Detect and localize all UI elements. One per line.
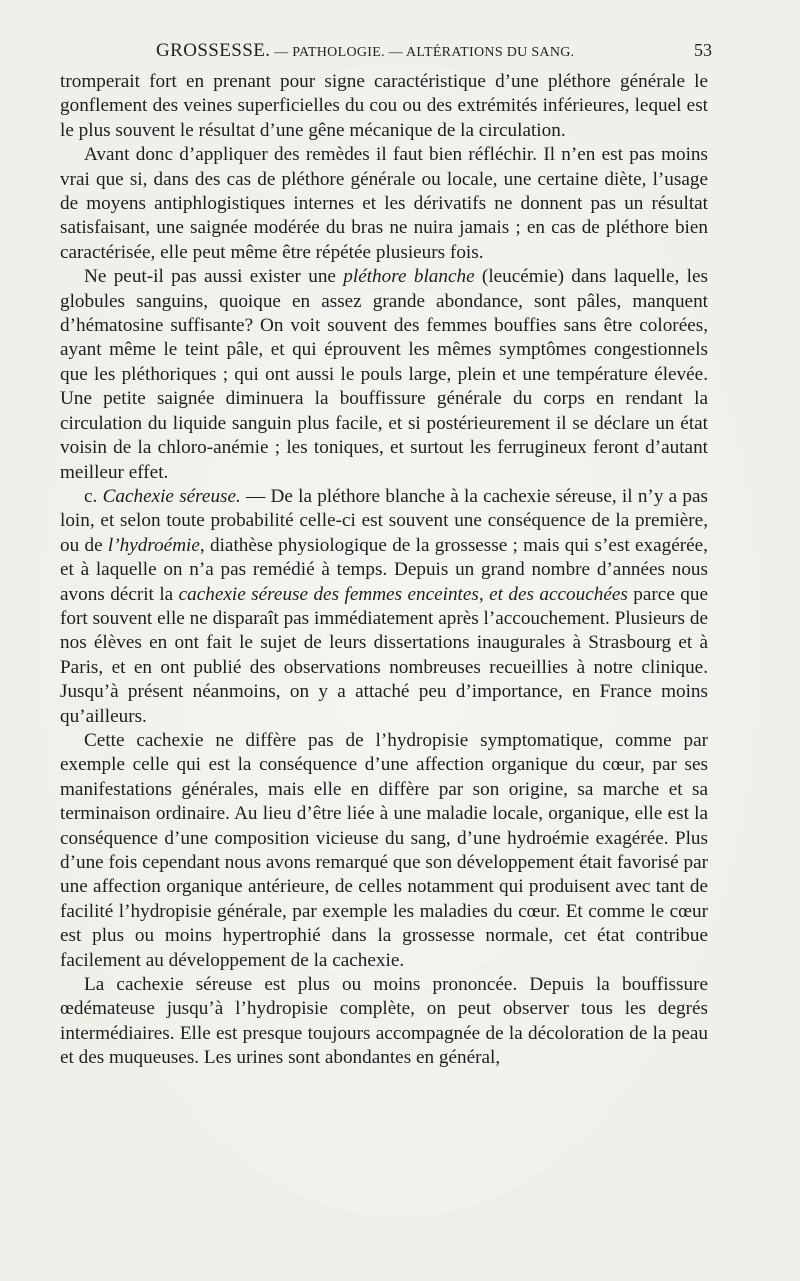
italic-run: cachexie séreuse des femmes enceintes, et des accouchées <box>178 583 628 605</box>
italic-run: pléthore blanche <box>343 266 475 288</box>
paragraph <box>60 265 708 485</box>
italic-run: l’hydroémie <box>107 534 200 556</box>
text-run: La cachexie séreuse est plus ou moins prononcée. Depuis la bouffissure œdémateuse jusqu’à l’hydropisie complète, on peut observer tous les degrés intermédiaires. Elle est presque toujours accompagnée de la décoloration de la peau et des muqueuses. Les urines sont abondantes en général, <box>60 974 708 1069</box>
paragraph <box>60 973 708 1071</box>
text-run: Avant donc d’appliquer des remèdes il faut bien réfléchir. Il n’en est pas moins vrai que si, dans des cas de pléthore générale ou locale, une certaine diète, l’usage de moyens antiphlogistiques internes et les dérivatifs ne donnent pas un résultat satisfaisant, une saignée modérée du bras ne nuira jamais ; en cas de pléthore bien caractérisée, elle peut même être répétée plusieurs fois. <box>60 144 708 263</box>
running-head <box>156 40 712 70</box>
paragraph <box>60 143 708 265</box>
paragraph <box>60 485 708 729</box>
paragraph <box>60 70 708 143</box>
body-text <box>60 70 708 1071</box>
running-title-main: GROSSESSE. <box>156 40 271 61</box>
italic-run: Cachexie séreuse. <box>102 485 241 507</box>
text-run: , diathèse physiologique de la grossesse ; mais qui s’est exagérée, et à laquelle on n’a pas remédié à temps. Depuis un grand nombre d’années nous avons décrit la <box>60 534 708 605</box>
paragraph <box>60 729 708 973</box>
text-run: — De la pléthore blanche à la cachexie séreuse, il n’y a pas loin, et selon toute probabilité celle-ci est souvent une conséquence de la première, ou de <box>60 485 708 556</box>
running-title-rest: — PATHOLOGIE. — ALTÉRATIONS DU SANG. <box>270 45 575 60</box>
text-run: tromperait fort en prenant pour signe caractéristique d’une pléthore générale le gonflement des veines superficielles du cou ou des extrémités inférieures, lequel est le plus souvent le résultat d’une gêne mécanique de la circulation. <box>60 71 708 141</box>
running-title <box>156 40 574 62</box>
page-number: 53 <box>694 40 712 60</box>
text-run: Cette cachexie ne diffère pas de l’hydropisie symptomatique, comme par exemple celle qui est la conséquence d’une affection organique du cœur, par ses manifestations générales, mais elle en diffère par son origine, sa marche et sa terminaison ordinaire. Au lieu d’être liée à une maladie locale, organique, elle est la conséquence d’une composition vicieuse du sang, d’une hydroémie exagérée. Plus d’une fois cependant nous avons remarqué que son développement était favorisé par une affection organique antérieure, de celles notamment qui produisent avec tant de facilité l’hydropisie générale, par exemple les maladies du cœur. Et comme le cœur est plus ou moins hypertrophié dans la grossesse normale, cet état contribue facilement au développement de la cachexie. <box>60 729 708 971</box>
text-run: c. <box>84 485 103 507</box>
text-run: Ne peut-il pas aussi exister une <box>84 266 344 288</box>
text-run: parce que fort souvent elle ne disparaît pas immédiatement après l’accouchement. Plusieurs de nos élèves en ont fait le sujet de leurs dissertations inaugurales à Strasbourg et à Paris, et en ont publié des observations nombreuses recueillies à notre clinique. Jusqu’à présent néanmoins, on y a attaché peu d’importance, en France moins qu’ailleurs. <box>60 583 708 727</box>
text-run: (leucémie) dans laquelle, les globules sanguins, quoique en assez grande abondance, sont pâles, manquent d’hématosine suffisante? On voit souvent des femmes bouffies sans être colorées, ayant même le teint pâle, et qui éprouvent les mêmes symptômes congestionnels que les pléthoriques ; qui ont aussi le pouls large, plein et une température élevée. Une petite saignée diminuera la bouffissure générale du corps en rendant la circulation du liquide sanguin plus facile, et si postérieurement il se déclare un état voisin de la chloro-anémie ; les toniques, et surtout les ferrugineux feront d’autant meilleur effet. <box>60 266 708 483</box>
